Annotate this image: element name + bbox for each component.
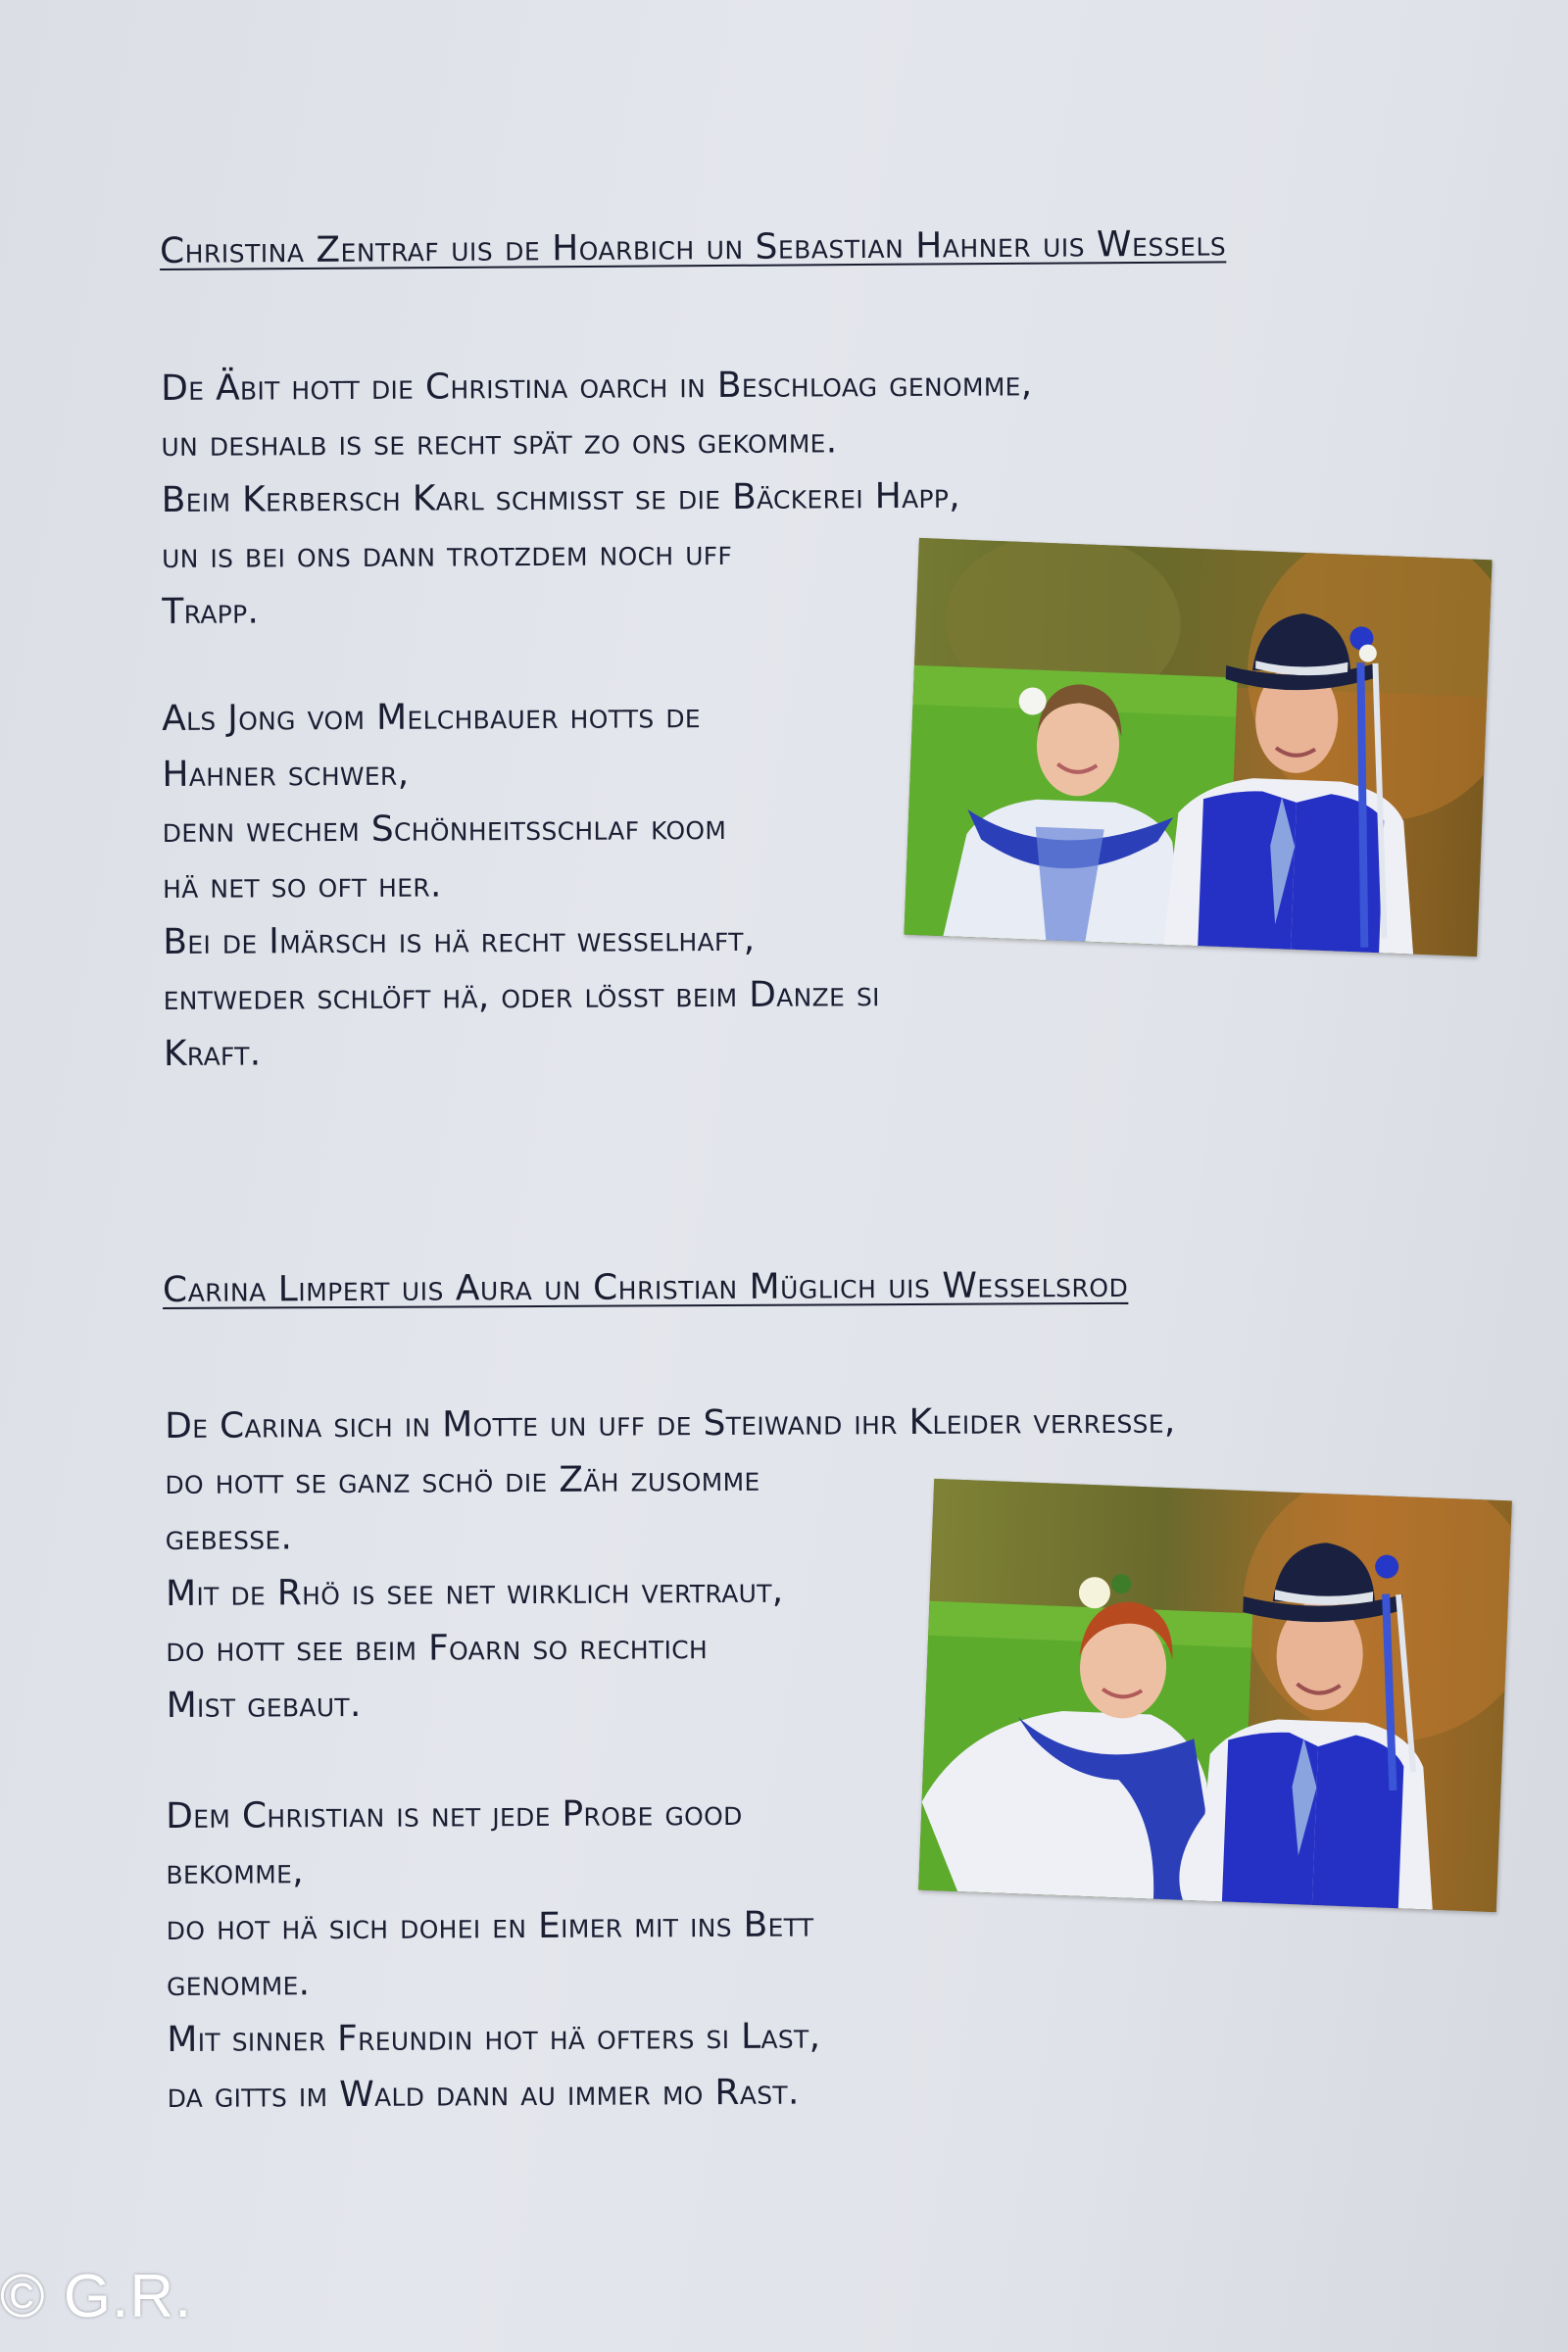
- copyright-watermark: © G.R.: [0, 2263, 193, 2330]
- verse-line: Mit de Rhö is see net wirklich vertraut,: [165, 1570, 784, 1614]
- verse-line: entweder schlöft hä, oder lösst beim Danze si: [163, 974, 880, 1018]
- verse-line: bekomme,: [166, 1851, 304, 1892]
- verse-line: un deshalb is se recht spät zo ons gekomme.: [161, 420, 838, 465]
- verse-1a: [161, 356, 1034, 640]
- verse-line: Beim Kerbersch Karl schmisst se die Bäckerei Happ,: [161, 475, 961, 520]
- couple-photo-2: [918, 1479, 1512, 1912]
- couple-photo-1: [904, 538, 1492, 956]
- verse-line: do hott see beim Foarn so rechtich: [166, 1627, 709, 1670]
- verse-line: da gitts im Wald dann au immer mo Rast.: [167, 2072, 800, 2116]
- verse-line: gebesse.: [165, 1517, 293, 1558]
- verse-line: De Carina sich in Motte un uff de Steiwand ihr Kleider verresse,: [165, 1400, 1176, 1446]
- section-title-1: Christina Zentraf uis de Hoarbich un Sebastian Hahner uis Wessels: [159, 223, 1227, 271]
- verse-line: Trapp.: [162, 591, 260, 632]
- couple-photo-1-image: [904, 538, 1492, 956]
- verse-line: Kraft.: [163, 1033, 262, 1074]
- verse-line: Dem Christian is net jede Probe good: [166, 1792, 743, 1837]
- verse-line: hä net so oft her.: [162, 864, 442, 906]
- couple-photo-2-image: [918, 1479, 1512, 1912]
- verse-line: Mit sinner Freundin hot hä ofters si Last,: [167, 2016, 821, 2060]
- verse-line: genomme.: [166, 1963, 311, 2004]
- verse-line: un is bei ons dann trotzdem noch uff: [161, 532, 733, 576]
- verse-2b: [166, 1786, 821, 2124]
- verse-line: Als Jong vom Melchbauer hotts de: [162, 696, 702, 739]
- verse-line: denn wechem Schönheitsschlaf koom: [162, 807, 727, 851]
- verse-line: De Äbit hott die Christina oarch in Beschloag genomme,: [161, 364, 1033, 409]
- verse-1b: [162, 687, 880, 1082]
- verse-line: Bei de Imärsch is hä recht wesselhaft,: [163, 918, 756, 962]
- verse-line: Hahner schwer,: [162, 753, 410, 795]
- section-title-2: Carina Limpert uis Aura un Christian Müglich uis Wesselsrod: [162, 1264, 1129, 1310]
- verse-line: do hot hä sich dohei en Eimer mit ins Bett: [166, 1904, 814, 1948]
- verse-line: do hott se ganz schö die Zäh zusomme: [165, 1458, 760, 1502]
- verse-line: Mist gebaut.: [166, 1684, 362, 1726]
